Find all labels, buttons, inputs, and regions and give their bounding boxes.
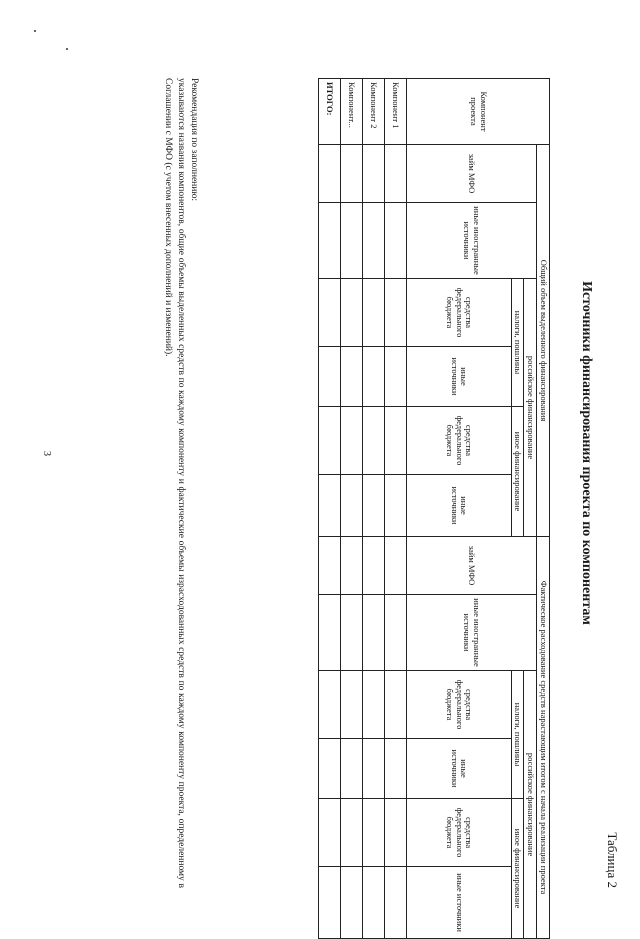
header-other-sources: иные источники [406, 475, 511, 537]
notes-heading: Рекомендация по заполнению: [189, 78, 199, 202]
header-taxes-duties: налоги, пошлины [511, 279, 524, 407]
table-label: Таблица 2 [605, 832, 620, 888]
table-row [340, 79, 362, 939]
row-label: Компонент 2 [362, 79, 384, 145]
header-other-sources: иные источники [406, 867, 511, 939]
table-row [362, 79, 384, 939]
header-row-1 [537, 79, 550, 939]
header-actual-spending: Фактическое расходование средств нарастающим итогом с начала реализации проекта [537, 537, 550, 939]
header-federal-budget: средства федерального бюджета [406, 407, 511, 475]
notes-text: указываются названия компонентов, общие объемы выделенных средств по каждому компоненту и фактические объемы израсходованных средств по каждому компоненту проекта, определенному в Соглашении с МФО (с учетом внесенных дополнений и изменений). [163, 78, 187, 888]
header-other-financing: иное финансирование [511, 799, 524, 939]
page-number: 3 [41, 451, 52, 456]
header-other-foreign: иные иностранные источники [406, 203, 537, 279]
header-other-sources: иные источники [406, 347, 511, 407]
header-loan-mfo: займ МФО [406, 145, 537, 203]
rotated-page [45, 18, 620, 932]
header-total-allocated: Общий объем выделенного финансирования [537, 145, 550, 537]
header-other-foreign: иные иностранные источники [406, 595, 537, 671]
header-taxes-duties: налоги, пошлины [511, 671, 524, 799]
row-label: Компонент 1 [384, 79, 406, 145]
header-federal-budget: средства федерального бюджета [406, 671, 511, 739]
header-row-2 [524, 79, 537, 939]
header-component: Компонент проекта [406, 79, 549, 145]
table-row [384, 79, 406, 939]
financing-table [318, 78, 550, 939]
table-title: Источники финансирования проекта по компонентам [579, 281, 594, 625]
header-federal-budget: средства федерального бюджета [406, 279, 511, 347]
table-row-total [318, 79, 340, 939]
header-russian-financing: российское финансирование [524, 671, 537, 939]
header-other-financing: иное финансирование [511, 407, 524, 537]
header-russian-financing: российское финансирование [524, 279, 537, 537]
row-label-total: ИТОГО: [318, 79, 340, 145]
header-federal-budget: средства федерального бюджета [406, 799, 511, 867]
row-label: Компонент... [340, 79, 362, 145]
header-loan-mfo: займ МФО [406, 537, 537, 595]
header-other-sources: иные источники [406, 739, 511, 799]
scan-speck [34, 30, 36, 32]
filling-notes [162, 78, 200, 888]
